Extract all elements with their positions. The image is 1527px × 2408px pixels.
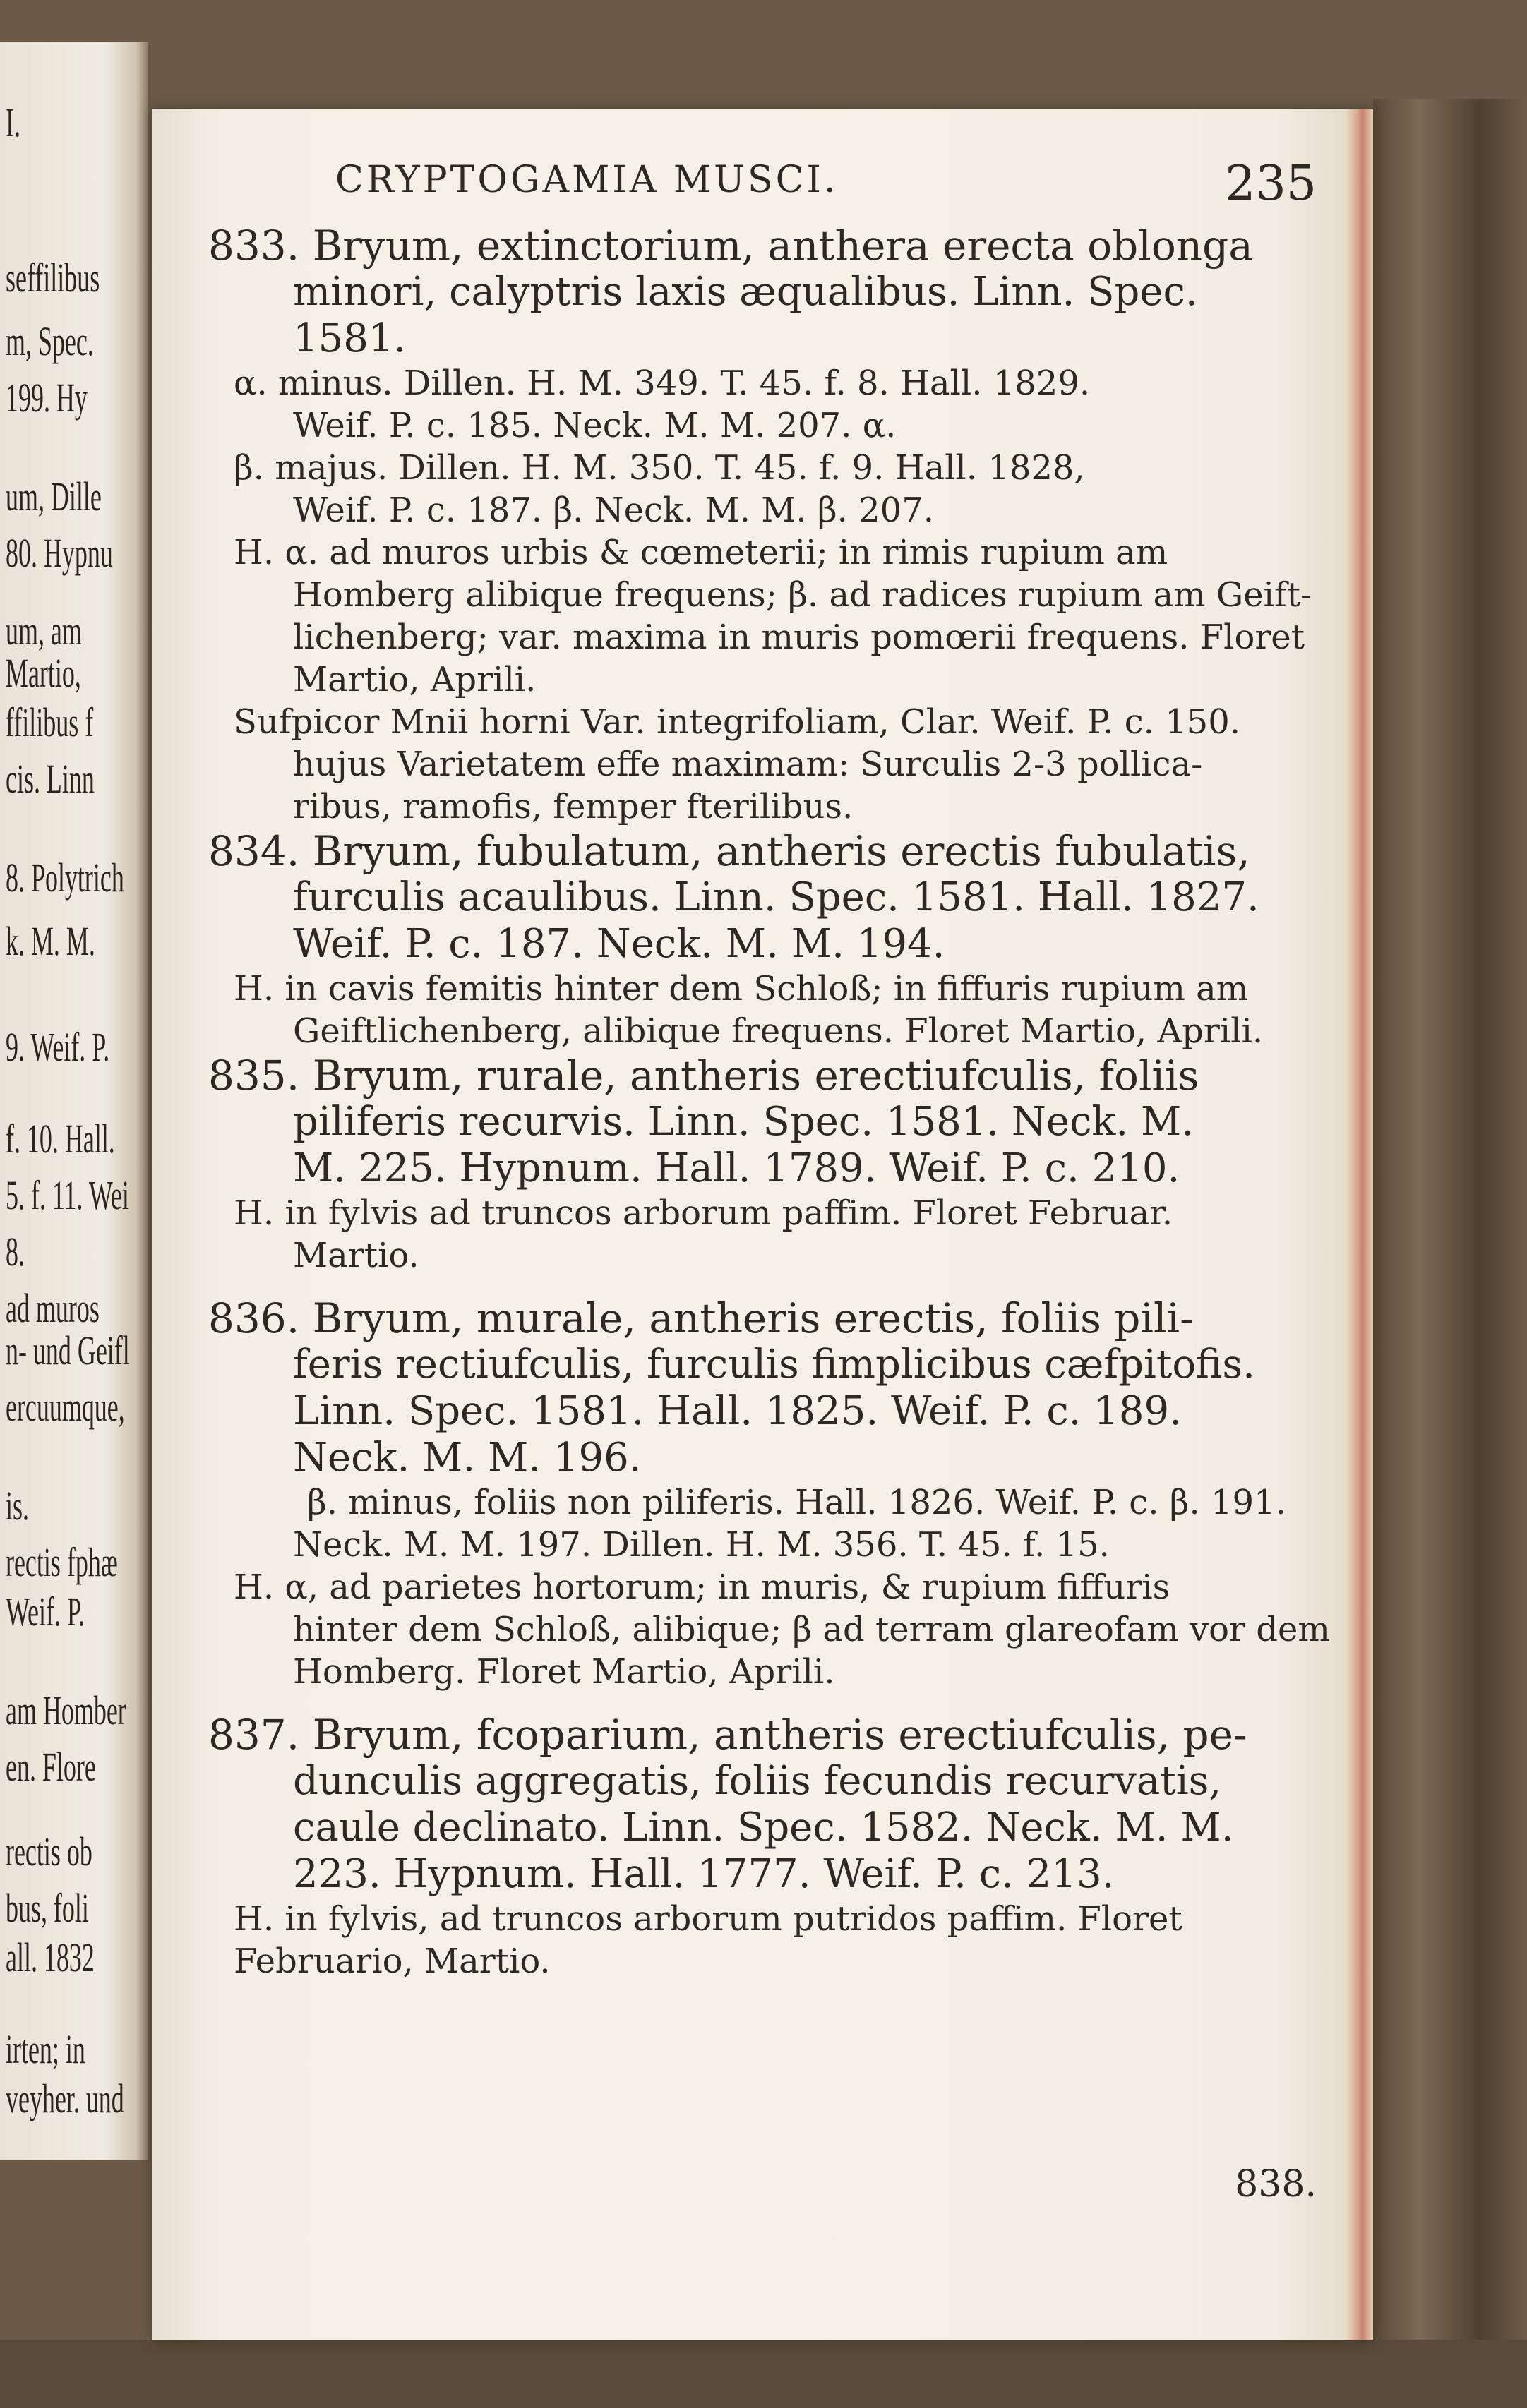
left-fragment: m, Spec. [6, 318, 94, 364]
left-fragment: en. Flore [6, 1744, 96, 1790]
left-fragment: all. 1832 [6, 1934, 95, 1980]
left-fragment: rectis ob [6, 1829, 92, 1874]
left-fragment: 5. f. 11. Wei [6, 1172, 129, 1218]
text-line: H. α. ad muros urbis & cœmeterii; in rimis rupium am [234, 533, 1168, 572]
left-fragment: 80. Hypnu [6, 530, 113, 576]
text-line: minori, calyptris laxis æqualibus. Linn. Spec. [293, 269, 1198, 315]
entry-835 [208, 1052, 1331, 1192]
text-line: β. majus. Dillen. H. M. 350. T. 45. f. 9. Hall. 1828, [234, 448, 1085, 488]
text-line: feris rectiufculis, furculis fimplicibus cæfpitofis. [293, 1342, 1255, 1387]
text-line: Martio, Aprili. [293, 660, 537, 699]
entry-835-notes [208, 1192, 1331, 1277]
left-fragment: Weif. P. [6, 1589, 85, 1635]
left-fragment: k. M. M. [6, 918, 95, 964]
left-fragment: cis. Linn [6, 756, 95, 802]
text-line: Weif. P. c. 187. Neck. M. M. 194. [293, 921, 945, 967]
text-line: M. 225. Hypnum. Hall. 1789. Weif. P. c. 210. [293, 1145, 1180, 1191]
text-line: Sufpicor Mnii horni Var. integrifoliam, Clar. Weif. P. c. 150. [234, 702, 1240, 742]
text-line: Martio. [293, 1236, 419, 1275]
text-line: 837. Bryum, fcoparium, antheris erectiufculis, pe- [208, 1711, 1247, 1759]
text-line: Neck. M. M. 197. Dillen. H. M. 356. T. 45. f. 15. [293, 1525, 1110, 1565]
text-line: 223. Hypnum. Hall. 1777. Weif. P. c. 213. [293, 1851, 1115, 1897]
running-head: CRYPTOGAMIA MUSCI. [335, 159, 839, 201]
left-fragment: seffilibus [6, 255, 100, 301]
entry-833-varieties [208, 362, 1331, 828]
text-line: 834. Bryum, fubulatum, antheris erectis fubulatis, [208, 827, 1250, 875]
text-line: Geiftlichenberg, alibique frequens. Floret Martio, Aprili. [293, 1011, 1264, 1051]
left-page-strip [0, 42, 148, 2160]
page-edge [1346, 109, 1373, 2340]
text-line: Weif. P. c. 187. β. Neck. M. M. β. 207. [293, 490, 934, 530]
entry-837 [208, 1711, 1331, 1898]
text-line: H. in cavis femitis hinter dem Schloß; in fiffuris rupium am [234, 969, 1249, 1009]
page-header [208, 156, 1331, 222]
text-line: hinter dem Schloß, alibique; β ad terram glareofam vor dem [293, 1610, 1330, 1649]
left-fragment: n- und Geifl [6, 1328, 130, 1373]
text-line: hujus Varietatem effe maximam: Surculis 2-3 pollica- [293, 745, 1203, 784]
left-fragment: 8. Polytrich [6, 855, 124, 901]
catchword: 838. [1235, 2163, 1317, 2205]
left-fragment: is. [6, 1483, 29, 1529]
entry-833 [208, 222, 1331, 362]
page-content [208, 156, 1331, 2205]
text-line: piliferis recurvis. Linn. Spec. 1581. Neck. M. [293, 1099, 1194, 1145]
left-fragment: irten; in [6, 2026, 85, 2072]
left-fragment: I. [6, 100, 20, 145]
entry-836-varieties [208, 1481, 1331, 1693]
text-line: dunculis aggregatis, foliis fecundis recurvatis, [293, 1758, 1222, 1804]
page-number: 235 [1225, 156, 1317, 212]
text-line: Linn. Spec. 1581. Hall. 1825. Weif. P. c. 189. [293, 1388, 1182, 1434]
text-line: 833. Bryum, extinctorium, anthera erecta oblonga [208, 222, 1253, 270]
entry-834 [208, 828, 1331, 968]
left-fragment: rectis fphæ [6, 1539, 118, 1585]
left-fragment: um, am [6, 608, 82, 654]
left-fragment: ercuumque, [6, 1384, 125, 1430]
left-fragment: veyher. und [6, 2076, 124, 2121]
entry-836 [208, 1295, 1331, 1481]
book-cover-bottom [0, 2340, 1527, 2408]
text-line: H. in fylvis, ad truncos arborum putridos paffim. Floret [234, 1899, 1182, 1939]
left-fragment: 9. Weif. P. [6, 1024, 110, 1070]
left-fragment: bus, foli [6, 1885, 89, 1931]
left-fragment: Martio, [6, 650, 81, 696]
text-line: lichenberg; var. maxima in muris pomœrii frequens. Floret [293, 618, 1305, 657]
book-page [152, 109, 1373, 2340]
left-fragment: f. 10. Hall. [6, 1116, 115, 1162]
left-fragment: 199. Hy [6, 375, 88, 421]
text-line: furculis acaulibus. Linn. Spec. 1581. Hall. 1827. [293, 874, 1259, 920]
left-fragment: 8. [6, 1229, 25, 1275]
text-line: caule declinato. Linn. Spec. 1582. Neck. M. M. [293, 1805, 1234, 1850]
text-line: 836. Bryum, murale, antheris erectis, foliis pili- [208, 1294, 1194, 1342]
book-cover-right [1373, 99, 1527, 2408]
text-line: Weif. P. c. 185. Neck. M. M. 207. α. [293, 406, 897, 445]
text-line: Homberg. Floret Martio, Aprili. [293, 1652, 835, 1692]
left-fragment: ad muros [6, 1285, 100, 1331]
text-line: α. minus. Dillen. H. M. 349. T. 45. f. 8. Hall. 1829. [234, 363, 1091, 403]
entry-834-notes [208, 968, 1331, 1052]
text-line: H. in fylvis ad truncos arborum paffim. Floret Februar. [234, 1193, 1173, 1233]
text-line: Neck. M. M. 196. [293, 1435, 642, 1481]
text-line: 1581. [293, 315, 407, 361]
text-line: ribus, ramofis, femper fterilibus. [293, 787, 854, 826]
text-line: 835. Bryum, rurale, antheris erectiufculis, foliis [208, 1052, 1199, 1100]
entry-837-notes [208, 1898, 1331, 1982]
left-fragment: ffilibus f [6, 699, 94, 745]
text-line: Februario, Martio. [234, 1942, 551, 1981]
text-line: Homberg alibique frequens; β. ad radices rupium am Geift- [293, 575, 1312, 615]
left-fragment: um, Dille [6, 474, 102, 519]
left-fragment: am Homber [6, 1687, 126, 1733]
text-line: H. α, ad parietes hortorum; in muris, & rupium fiffuris [234, 1567, 1170, 1607]
text-line: β. minus, foliis non piliferis. Hall. 1826. Weif. P. c. β. 191. [307, 1483, 1286, 1522]
